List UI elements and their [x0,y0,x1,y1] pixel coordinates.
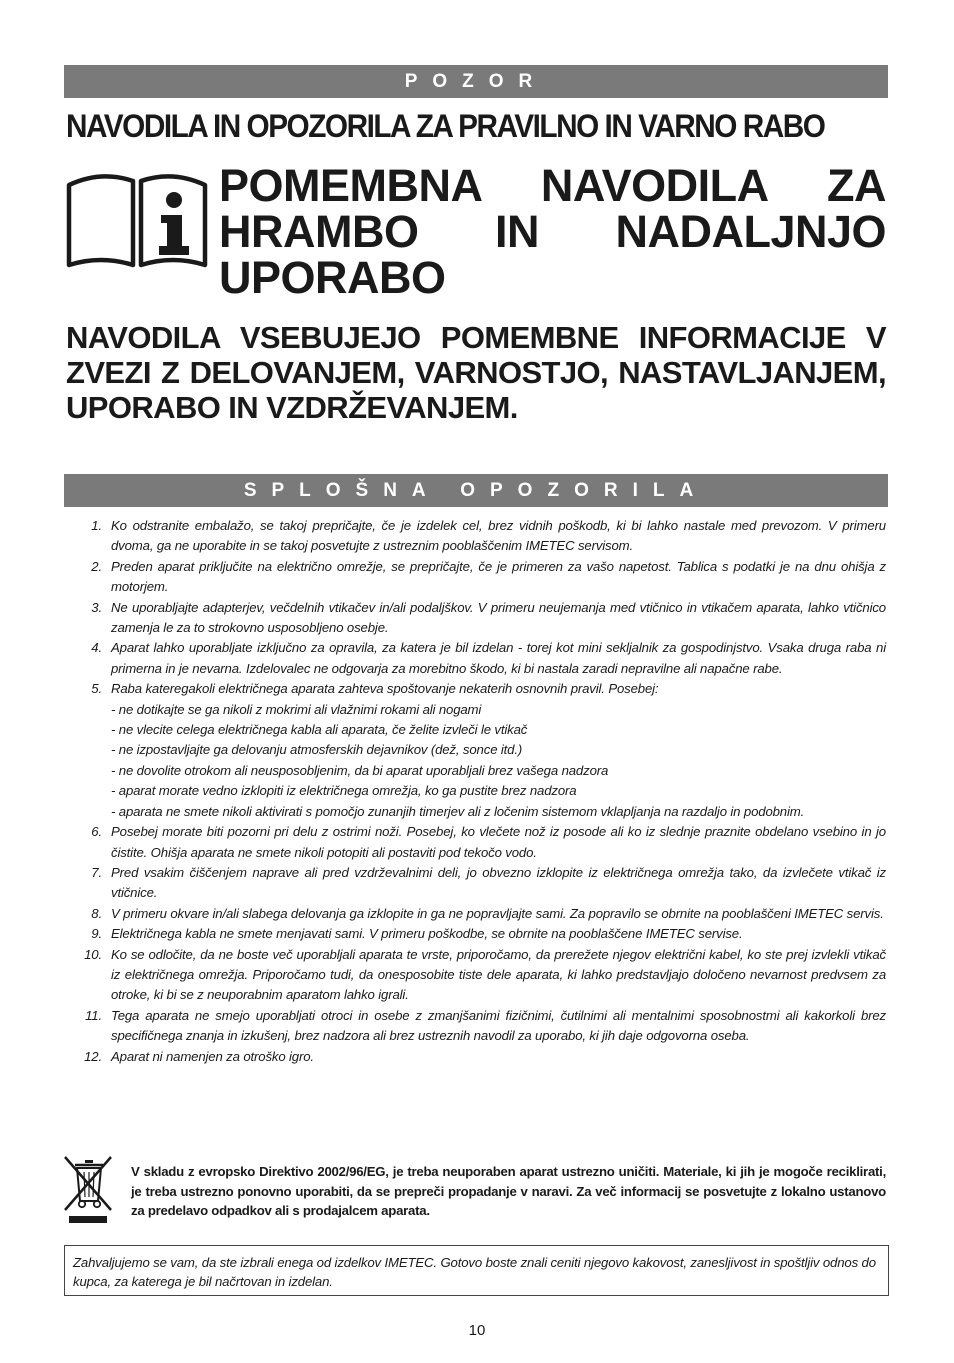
item-text: Električnega kabla ne smete menjavati sami. V primeru poškodbe, se obrnite na pooblaščene IMETEC servise. [111,926,743,942]
list-item [74,598,886,639]
item-number: 6. [91,824,102,840]
item-number: 11. [85,1007,102,1023]
important-instructions-heading: POMEMBNA NAVODILA ZA HRAMBO IN NADALJNJO UPORABO [219,160,886,303]
item-text: Ko odstranite embalažo, se takoj prepričajte, če je izdelek cel, brez vidnih poškodb, ki bi lahko nastale med prevozom. V primeru dvoma, ga ne uporabite in se takoj posvetujte z ustreznim pooblaščenim IMETEC servisom. [111,518,886,554]
sub-item: - ne dovolite otrokom ali neusposobljenim, da bi aparat uporabljali brez vašega nadzora [111,762,609,778]
item-text: Ko se odločite, da ne boste več uporabljali aparata te vrste, priporočamo, da prerežete njegov električni kabel, ko ste prej izvlekli vtikač iz električnega omrežja. Priporočamo tudi, da onesposobite tiste dele aparata, ki lahko predstavljajo določeno nevarnost predvsem za otroke, ki bi se z neuporabnim aparatom lahko igrali. [111,946,886,1003]
item-text: Tega aparata ne smejo uporabljati otroci in osebe z zmanjšanimi fizičnimi, čutilnimi ali mentalnimi sposobnostmi ali kakorkoli brez specifičnega znanja in izkušenj, brez nadzora ali brez ustreznih navodil za uporabo, ki jih daje odgovorna oseba. [111,1007,886,1044]
item-number: 3. [91,599,102,615]
list-item [74,945,886,1006]
item-number: 8. [91,905,102,921]
item-number: 2. [91,558,102,574]
page-number: 10 [468,1322,486,1339]
thank-you-box [64,1245,889,1296]
warnings-list [74,516,886,1067]
general-warnings-band: SPLOŠNA OPOZORILA [64,474,888,507]
item-text: Ne uporabljajte adapterjev, večdelnih vtikačev in/ali podaljškov. V primeru neujemanja med vtičnico in vtikačem aparata, lahko vtičnico zamenja le za to strokovno usposobljeno osebje. [111,599,886,636]
item-text: Preden aparat priključite na električno omrežje, se prepričajte, če je primeren za vašo napetost. Tablica s podatki je na dnu ohišja z motorjem. [111,558,886,595]
item-text: Posebej morate biti pozorni pri delu z ostrimi noži. Posebej, ko vlečete nož iz posode ali ko iz slednje praznite obdelano vsebino in jo čistite. Ohišja aparata ne smete nikoli potopiti ali postaviti pod tekočo vodo. [111,824,886,860]
list-item [74,1047,886,1067]
sub-item: - ne dotikajte se ga nikoli z mokrimi ali vlažnimi rokami ali nogami [111,701,482,717]
item-text: Pred vsakim čiščenjem naprave ali pred vzdrževalnimi deli, jo obvezno izklopite iz električnega omrežja tako, da izvlečete vtikač iz vtičnice. [111,864,886,901]
thank-you-text: Zahvaljujemo se vam, da ste izbrali enega od izdelkov IMETEC. Gotovo boste znali ceniti njegovo kakovost, zanesljivost in spoštljiv odnos do kupca, za katerega je bil načrtovan in izdelan. [73,1255,876,1289]
item-number: 4. [91,640,102,656]
crossed-out-wheelie-bin-icon [63,1155,113,1225]
sub-item: - aparat morate vedno izklopiti iz električnega omrežja, ko ga pustite brez nadzora [111,783,577,799]
item-text: Aparat ni namenjen za otroško igro. [111,1048,314,1064]
item-number: 1. [91,518,102,533]
sub-item: - ne izpostavljajte ga delovanju atmosferskih dejavnikov (dež, sonce itd.) [111,742,523,758]
weee-disposal-text: V skladu z evropsko Direktivo 2002/96/EG, je treba neuporaben aparat ustrezno uničiti. Materiale, ki jih je mogoče reciklirati, je treba ustrezno ponovno uporabiti, da se prepreči propadanje v naravi. Za več informacij se posvetujte z lokalno ustanovo za predelavo odpadkov ali s prodajalcem aparata. [131,1164,886,1218]
list-item [74,679,886,822]
instructions-contain-heading: NAVODILA VSEBUJEJO POMEMBNE INFORMACIJE V ZVEZI Z DELOVANJEM, VARNOSTJO, NASTAVLJANJEM, UPORABO IN VZDRŽEVANJEM. [66,320,886,425]
list-item [74,638,886,679]
pozor-band: POZOR [64,65,888,98]
item-number: 12. [84,1048,102,1064]
item-number: 7. [91,864,102,880]
list-item [74,1006,886,1047]
item-number: 10. [84,946,102,962]
sub-item: - ne vlecite celega električnega kabla ali aparata, če želite izvleči le vtikač [111,722,528,738]
list-item [74,822,886,863]
list-item [74,863,886,904]
item-number: 5. [91,681,102,697]
item-text: V primeru okvare in/ali slabega delovanja ga izklopite in ga ne popravljajte sami. Za popravilo se obrnite na pooblaščeni IMETEC servis. [111,905,884,921]
list-item [74,924,886,944]
list-item [74,516,886,557]
item-text: Raba kateregakoli električnega aparata zahteva spoštovanje nekaterih osnovnih pravil. Posebej: [111,681,659,697]
safety-heading: NAVODILA IN OPOZORILA ZA PRAVILNO IN VARNO RABO [66,108,825,144]
sub-item: - aparata ne smete nikoli aktivirati s pomočjo zunanjih timerjev ali z ločenim sistemom vklapljanja na razdaljo in podobnim. [111,803,805,819]
list-item [74,904,886,924]
info-book-icon [64,166,210,270]
list-item [74,557,886,598]
item-number: 9. [91,926,102,942]
item-text: Aparat lahko uporabljate izključno za opravila, za katera je bil izdelan - torej kot mini sekljalnik za gospodinjstvo. Vsaka druga raba ni primerna in je nevarna. Izdelovalec ne odgovarja za morebitno škodo, ki bi nastala zaradi nepravilne ali napačne rabe. [111,640,886,676]
